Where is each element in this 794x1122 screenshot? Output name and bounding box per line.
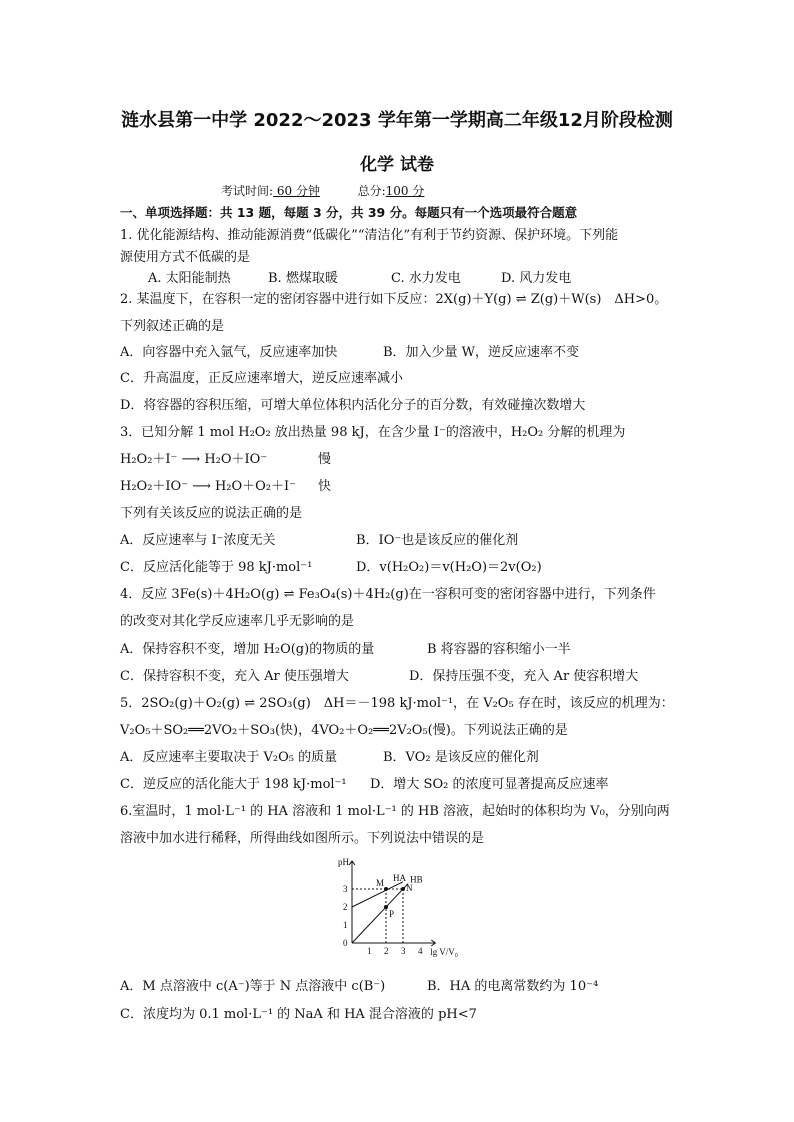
q3-step2: H₂O₂＋IO⁻ ⟶ H₂O＋O₂＋I⁻ bbox=[120, 479, 297, 494]
series-label-ha: HA bbox=[393, 872, 406, 883]
point-p bbox=[384, 905, 388, 909]
time-value: 60 分钟 bbox=[273, 184, 320, 198]
q4-stem-line2: 的改变对其化学反应速率几乎无影响的是 bbox=[120, 614, 355, 629]
section-heading: 一、单项选择题：共 13 题，每题 3 分，共 39 分。每题只有一个选项最符合题意 bbox=[120, 205, 578, 220]
q2-stem-line2: 下列叙述正确的是 bbox=[120, 319, 225, 334]
q4-option-a: A．保持容积不变，增加 H₂O(g)的物质的量 bbox=[120, 642, 375, 657]
q2-stem-line1: 2. 某温度下，在容积一定的密闭容器中进行如下反应：2X(g)＋Y(g) ⇌ Z(g)＋W(s) ΔH>0。 bbox=[120, 292, 668, 307]
y-tick-label: 1 bbox=[343, 920, 348, 930]
q4-option-d: D．保持压强不变，充入 Ar 使容积增大 bbox=[409, 669, 639, 684]
q2-option-d: D．将容器的容积压缩，可增大单位体积内活化分子的百分数，有效碰撞次数增大 bbox=[120, 398, 586, 413]
y-axis-label: pH bbox=[338, 857, 349, 867]
series-line-hb bbox=[352, 884, 408, 943]
x-tick-label: 3 bbox=[401, 946, 406, 956]
q6-stem-line1: 6.室温时，1 mol·L⁻¹ 的 HA 溶液和 1 mol·L⁻¹ 的 HB 溶液，起始时的体积均为 V₀，分别向两 bbox=[120, 804, 670, 819]
score-label: 总分: bbox=[357, 184, 386, 198]
q1-stem-line2: 源使用方式不低碳的是 bbox=[120, 250, 251, 265]
x-tick-label: 4 bbox=[418, 946, 423, 956]
q1-stem-line1: 1. 优化能源结构、推动能源消费“低碳化”“清洁化”有利于节约资源、保护环境。下列能 bbox=[120, 228, 619, 243]
q2-option-c: C．升高温度，正反应速率增大，逆反应速率减小 bbox=[120, 371, 403, 386]
point-label-p: P bbox=[389, 909, 395, 919]
point-m bbox=[384, 887, 388, 891]
q3-stem-line2: 下列有关该反应的说法正确的是 bbox=[120, 506, 303, 521]
q3-step2-rate: 快 bbox=[318, 479, 332, 494]
q3-option-a: A．反应速率与 I⁻浓度无关 bbox=[120, 533, 276, 548]
ph-dilution-chart bbox=[330, 853, 470, 971]
series-label-hb: HB bbox=[410, 874, 423, 885]
q1-option-b: B. 燃煤取暖 bbox=[268, 271, 338, 286]
q3-option-b: B．IO⁻也是该反应的催化剂 bbox=[356, 533, 519, 548]
q5-option-c: C．逆反应的活化能大于 198 kJ·mol⁻¹ bbox=[120, 777, 347, 792]
q6-option-a: A．M 点溶液中 c(A⁻)等于 N 点溶液中 c(B⁻) bbox=[120, 979, 386, 994]
q4-stem-line1: 4．反应 3Fe(s)＋4H₂O(g) ⇌ Fe₃O₄(s)＋4H₂(g)在一容积可变的密闭容器中进行，下列条件 bbox=[120, 587, 656, 602]
q4-option-b: B 将容器的容积缩小一半 bbox=[427, 642, 571, 657]
y-tick-label: 3 bbox=[343, 884, 348, 894]
q1-option-c: C. 水力发电 bbox=[391, 271, 461, 286]
exam-meta bbox=[221, 182, 424, 199]
x-axis-label: lg V/V₀ bbox=[430, 947, 458, 957]
q5-stem-line2: V₂O₅＋SO₂══2VO₂＋SO₃(快)，4VO₂＋O₂══2V₂O₅(慢)。下列说法正确的是 bbox=[120, 723, 568, 738]
score-value: 100 分 bbox=[385, 184, 425, 198]
q5-option-b: B．VO₂ 是该反应的催化剂 bbox=[383, 750, 539, 765]
q1-option-d: D. 风力发电 bbox=[501, 271, 572, 286]
q2-option-a: A．向容器中充入氩气，反应速率加快 bbox=[120, 345, 338, 360]
q2-option-b: B．加入少量 W，逆反应速率不变 bbox=[383, 345, 580, 360]
q3-stem-line1: 3．已知分解 1 mol H₂O₂ 放出热量 98 kJ，在含少量 I⁻的溶液中，H₂O₂ 分解的机理为 bbox=[120, 425, 626, 440]
y-tick-label: 0 bbox=[343, 938, 348, 948]
q3-option-c: C．反应活化能等于 98 kJ·mol⁻¹ bbox=[120, 560, 313, 575]
q5-stem-line1: 5．2SO₂(g)＋O₂(g) ⇌ 2SO₃(g) ΔH＝－198 kJ·mol⁻¹，在 V₂O₅ 存在时，该反应的机理为： bbox=[120, 696, 674, 711]
q5-option-d: D．增大 SO₂ 的浓度可显著提高反应速率 bbox=[370, 777, 609, 792]
q6-option-b: B．HA 的电离常数约为 10⁻⁴ bbox=[427, 979, 599, 994]
point-label-n: N bbox=[406, 883, 413, 893]
q6-stem-line2: 溶液中加水进行稀释，所得曲线如图所示。下列说法中错误的是 bbox=[120, 831, 485, 846]
q3-step1: H₂O₂＋I⁻ ⟶ H₂O＋IO⁻ bbox=[120, 452, 268, 467]
q3-option-d: D．v(H₂O₂)＝v(H₂O)＝2v(O₂) bbox=[356, 560, 542, 575]
q5-option-a: A．反应速率主要取决于 V₂O₅ 的质量 bbox=[120, 750, 338, 765]
point-n bbox=[401, 887, 405, 891]
y-tick-label: 2 bbox=[343, 902, 348, 912]
q1-option-a: A. 太阳能制热 bbox=[148, 271, 231, 286]
x-tick-label: 2 bbox=[384, 946, 389, 956]
q6-option-c: C．浓度均为 0.1 mol·L⁻¹ 的 NaA 和 HA 混合溶液的 pH<7 bbox=[120, 1007, 477, 1022]
point-label-m: M bbox=[376, 878, 385, 888]
time-label: 考试时间: bbox=[221, 184, 274, 198]
q3-step1-rate: 慢 bbox=[318, 452, 332, 467]
page-title: 涟水县第一中学 2022～2023 学年第一学期高二年级12月阶段检测 bbox=[121, 110, 673, 131]
q4-option-c: C．保持容积不变，充入 Ar 使压强增大 bbox=[120, 669, 349, 684]
page-subtitle: 化学 试卷 bbox=[360, 155, 434, 175]
x-tick-label: 1 bbox=[367, 946, 372, 956]
